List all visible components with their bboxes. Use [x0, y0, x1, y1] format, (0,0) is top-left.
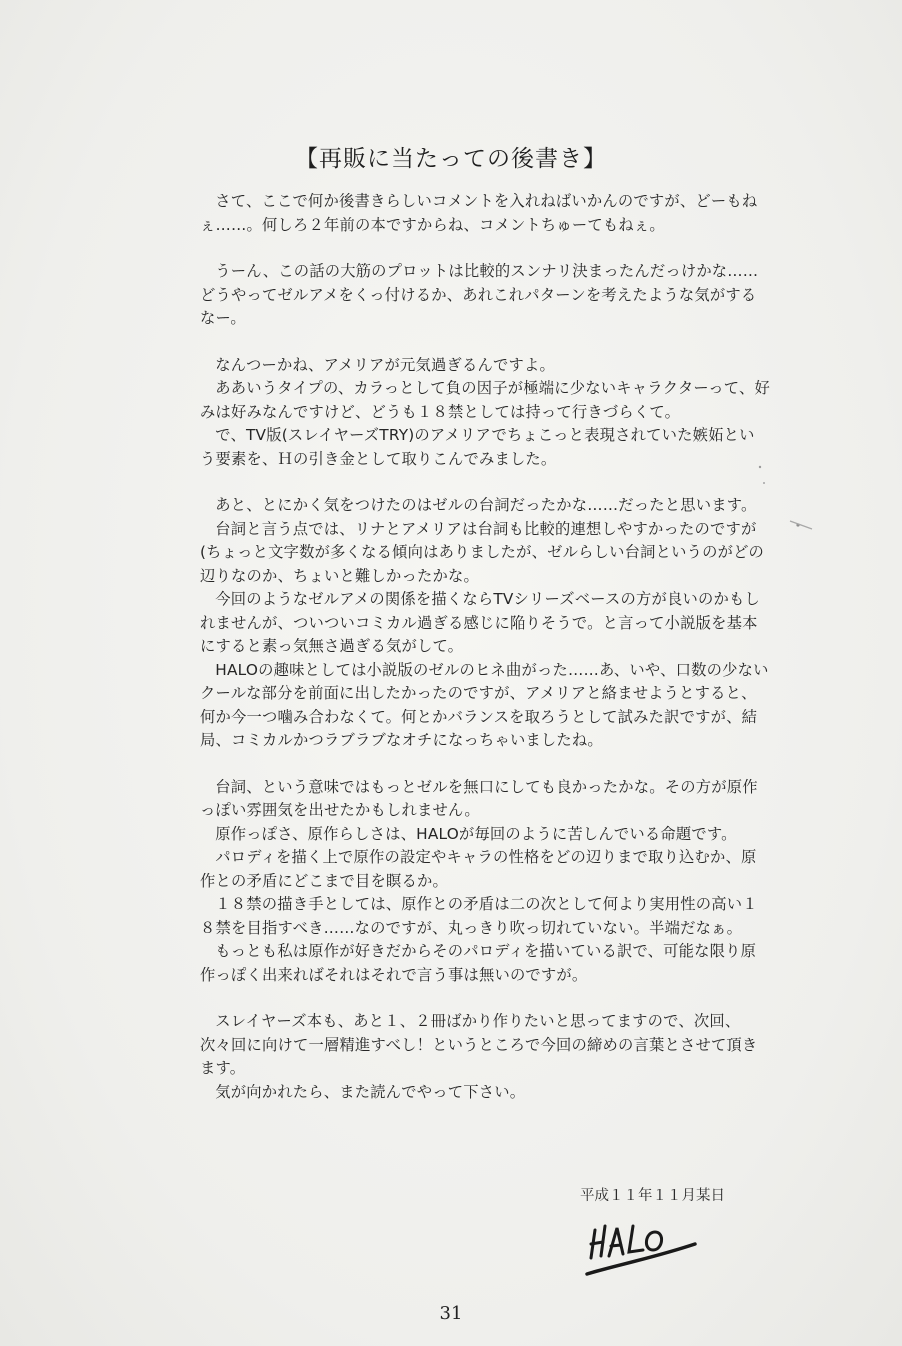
paragraph-3 [200, 354, 770, 472]
sentence: もっとも私は原作が好きだからそのパロディを描いている訳で、可能な限り原作っぽく出来ればそれはそれで言う事は無いのですが。 [200, 942, 757, 984]
sentence: パロディを描く上で原作の設定やキャラの性格をどの辺りまで取り込むか、原作との矛盾にどこまで目を瞑るか。 [200, 848, 757, 890]
sentence: なんつーかね、アメリアが元気過ぎるんですよ。 [215, 355, 556, 374]
sentence: 今回のようなゼルアメの関係を描くならTVシリーズベースの方が良いのかもしれませんが、ついついコミカル過ぎる感じに陥りそうで。と言って小説版を基本にすると素っ気無さ過ぎる気がして。 [200, 590, 760, 655]
page-title: 【再販に当たっての後書き】 [295, 146, 607, 172]
halo-signature [583, 1218, 703, 1282]
paragraph-4 [200, 494, 770, 753]
paper-specks [750, 455, 820, 545]
sentence: スレイヤーズ本も、あと１、２冊ばかり作りたいと思ってますので、次回、次々回に向けて一層精進すべし！というところで今回の締めの言葉とさせて頂きます。 [200, 1012, 758, 1077]
paragraph-5 [200, 776, 770, 988]
date-line: 平成１１年１１月某日 [580, 1188, 725, 1204]
sentence: うーん、この話の大筋のプロットは比較的スンナリ決まったんだっけかな……どうやってゼルアメをくっ付けるか、あれこれパターンを考えたような気がするなー。 [200, 262, 759, 327]
sentence: １８禁の描き手としては、原作との矛盾は二の次として何より実用性の高い１８禁を目指すべき……なのですが、丸っきり吹っ切れていない。半端だなぁ。 [200, 895, 758, 937]
sentence: 気が向かれたら、また読んでやって下さい。 [215, 1082, 526, 1101]
sentence: HALOの趣味としては小説版のゼルのヒネ曲がった……あ、いや、口数の少ないクールな部分を前面に出したかったのですが、アメリアと絡ませようとすると、何か今一つ噛み合わなくて。何とかバランスを取ろうとして試みた訳ですが、結局、コミカルかつラブラブなオチになっちゃいましたね。 [200, 660, 769, 749]
sentence: 台詞、という意味ではもっとゼルを無口にしても良かったかな。その方が原作っぽい雰囲気を出せたかもしれません。 [200, 777, 758, 819]
paragraph-6 [200, 1010, 770, 1104]
paragraph-1 [200, 190, 770, 237]
sentence: さて、ここで何か後書きらしいコメントを入れねばいかんのですが、どーもねぇ……。何しろ２年前の本ですからね、コメントちゅーてもねぇ。 [200, 192, 758, 234]
sentence: あと、とにかく気をつけたのはゼルの台詞だったかな……だったと思います。 [215, 496, 757, 514]
afterword-body [200, 190, 770, 1127]
sentence: ああいうタイプの、カラっとして負の因子が極端に少ないキャラクターって、好みは好みなんですけど、どうも１８禁としては持って行きづらくて。 [200, 379, 770, 421]
paragraph-2 [200, 260, 770, 331]
sentence: 台詞と言う点では、リナとアメリアは台詞も比較的連想しやすかったのですが(ちょっと文字数が多くなる傾向はありましたが、ゼルらしい台詞というのがどの辺りなのか、ちょいと難しかったかな。 [200, 519, 765, 585]
sentence: 原作っぽさ、原作らしさは、HALOが毎回のように苦しんでいる命題です。 [215, 824, 737, 843]
page-number: 31 [439, 1303, 463, 1324]
sentence: で、TV版(スレイヤーズTRY)のアメリアでちょこっと表現されていた嫉妬という要素を、Ｈの引き金として取りこんでみました。 [200, 426, 755, 468]
